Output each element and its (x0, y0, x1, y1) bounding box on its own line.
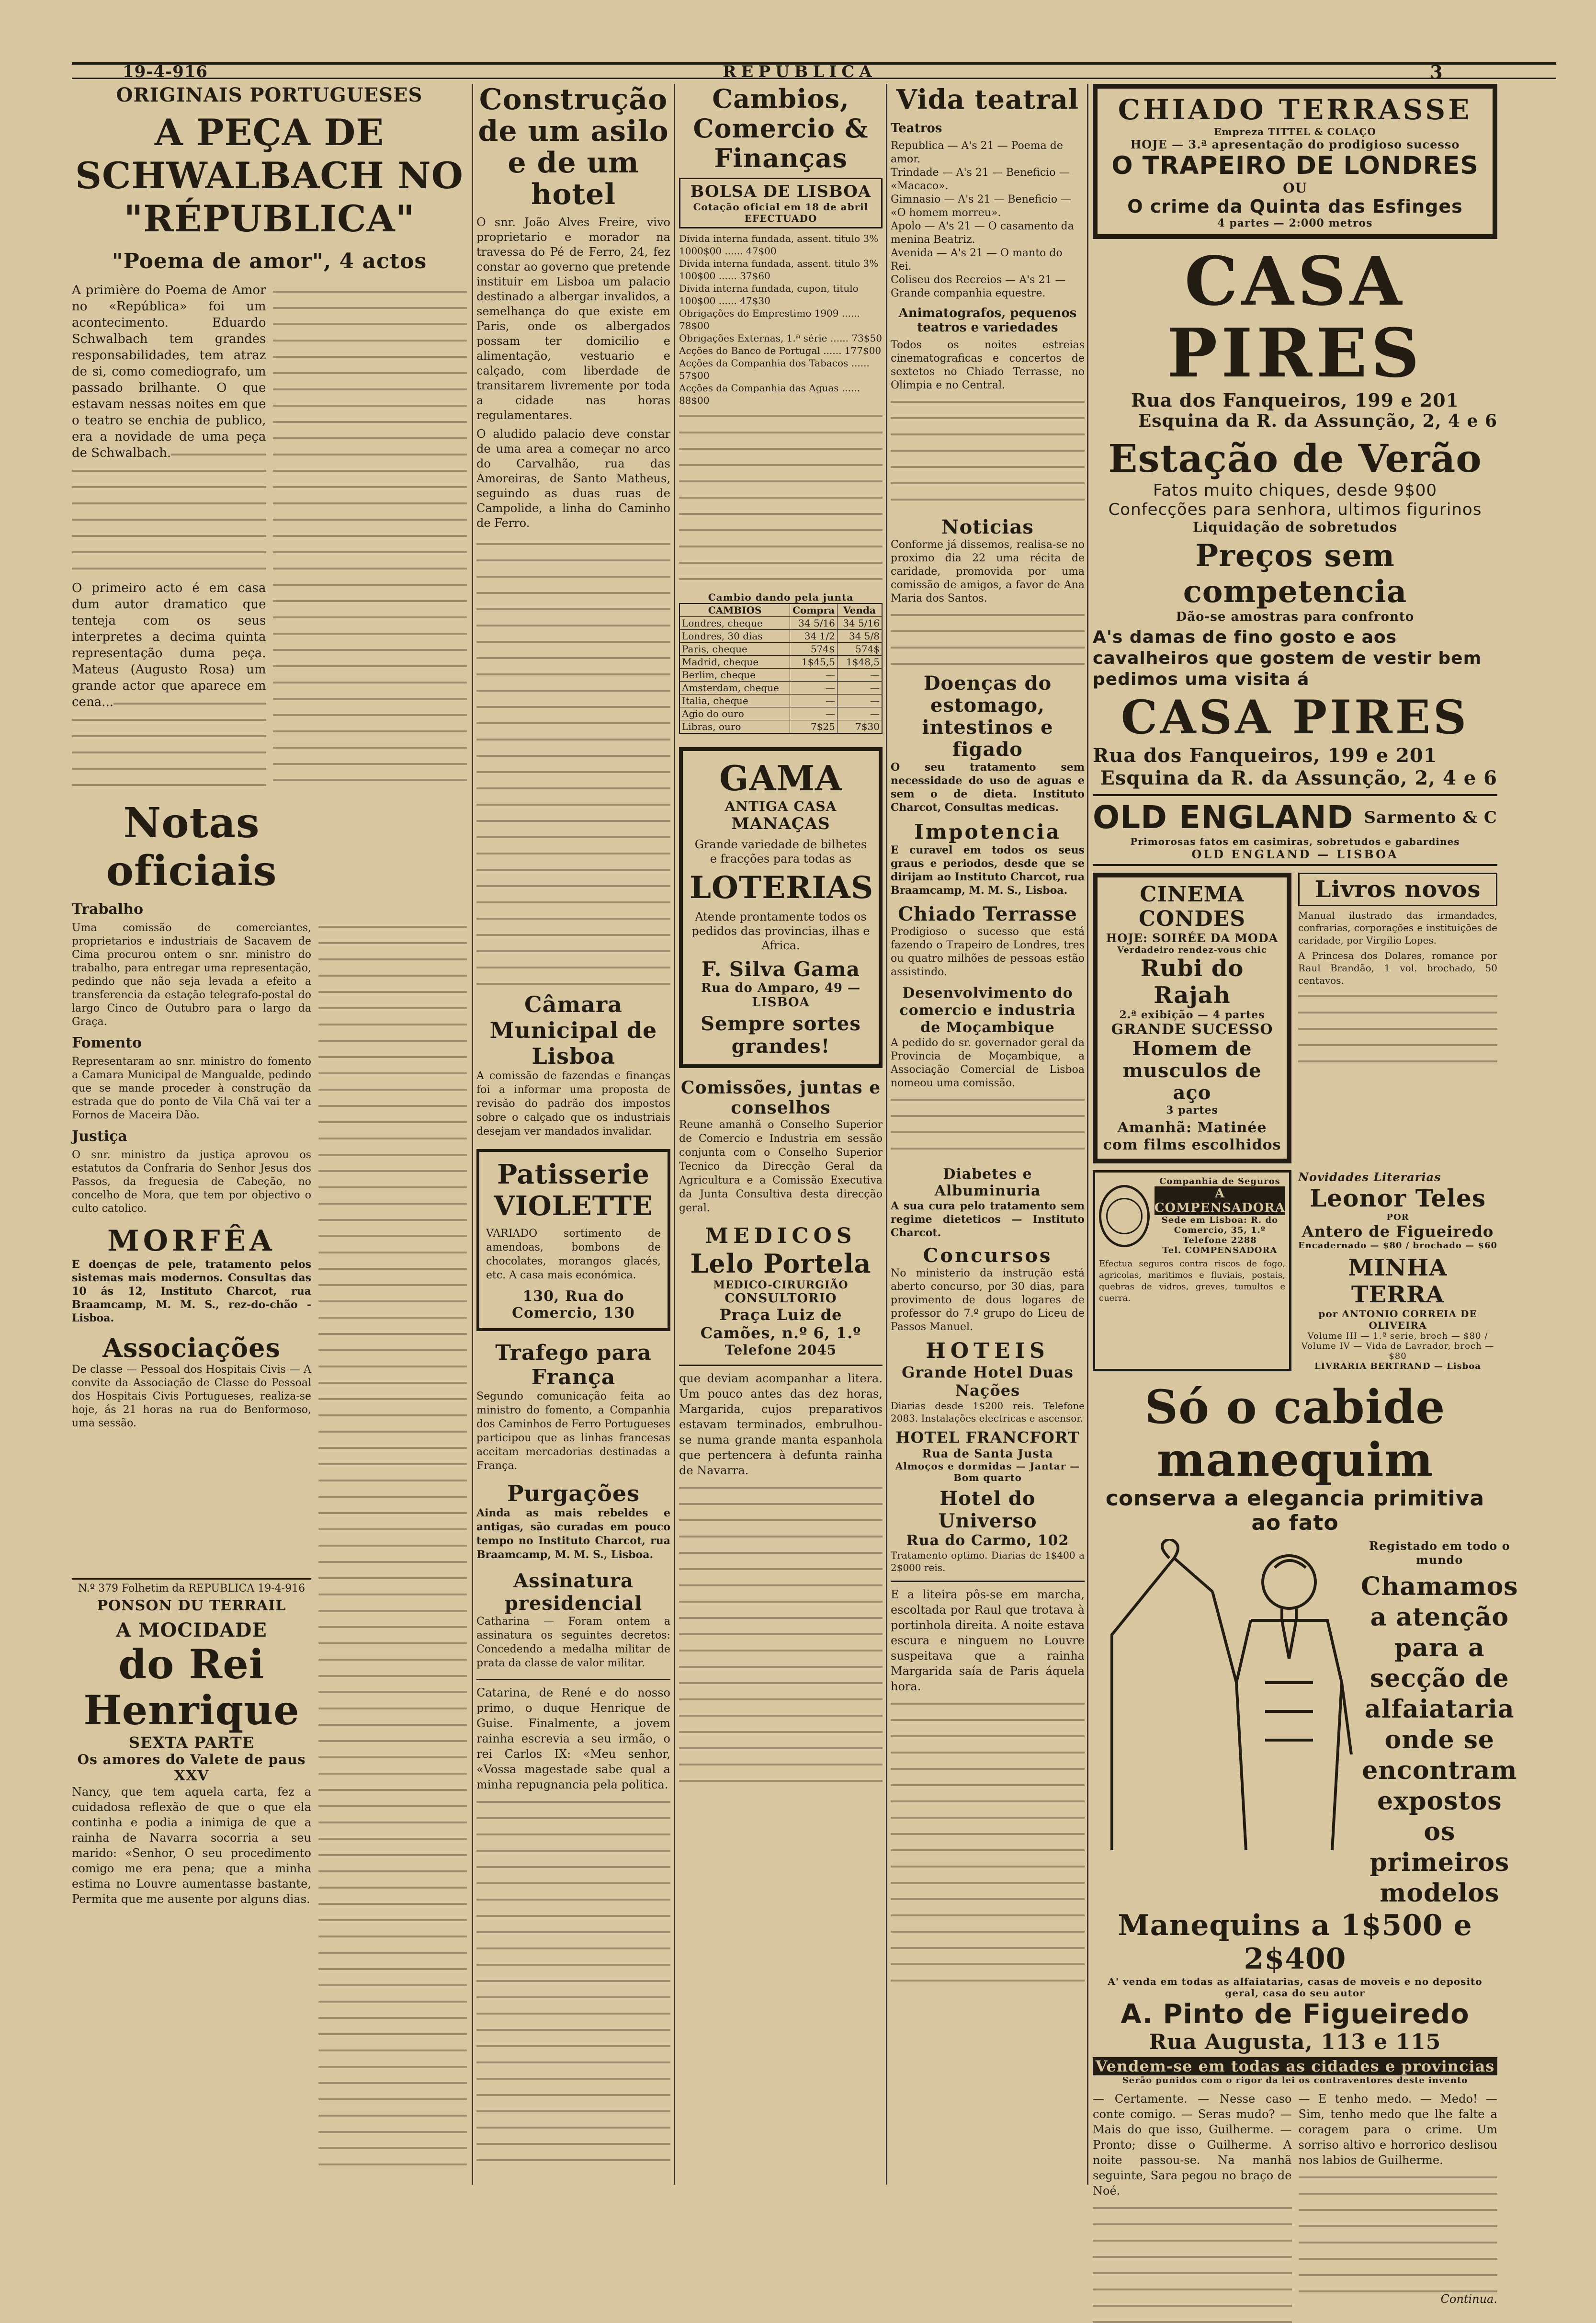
mocambique-filler (891, 1090, 1085, 1162)
cambio-label: Cambio dando pela junta (708, 592, 854, 603)
cambio-cell: 574$ (837, 643, 882, 656)
continua-label: Continua. (1440, 2292, 1497, 2306)
assoc-text: De classe — Pessoal dos Hospitais Civis — A convite da Associação de Classe do Pessoal dos Hospitais Civis Portugueses, realiza-se hoje, ás 21 horas na rua do Benformoso, uma sessão. (72, 1364, 311, 1429)
gama-name: MANAÇAS (731, 814, 830, 833)
chiado-film2: O crime da Quinta das Esfinges (1127, 196, 1463, 217)
minhaterra-volumes: Volume III — 1.ª serie, broch — $80 / Volume IV — Vida de Lavrador, broch — $80 (1301, 1331, 1494, 1361)
bolsa-list (679, 232, 883, 407)
old-england-text: Primorosas fatos em casimiras, sobretudos e gabardines (1130, 836, 1460, 847)
minhaterra-title: MINHA TERRA (1348, 1254, 1448, 1308)
pinto-address: Rua Augusta, 113 e 115 (1149, 2030, 1441, 2054)
chiado-ou: OU (1283, 180, 1307, 196)
hotel-duas-nacoes-text: Diarias desde 1$200 reis. Telefone 2083. Instalações electricas e ascensor. (891, 1400, 1085, 1424)
vendem-title: Vendem-se em todas as cidades e provincias (1093, 2057, 1497, 2075)
condes-line: Verdadeiro rendez-vous chic (1117, 945, 1267, 955)
novidades-title: Novidades Literarias (1298, 1170, 1441, 1184)
bolsa-line: Divida interna fundada, cupon, titulo 100$00 ...... 47$30 (679, 283, 859, 307)
cambio-cell: Berlim, cheque (679, 669, 790, 682)
seguros-text: Efectua seguros contra riscos de fogo, agricolas, maritimos e fluviais, postais, quebras de vidros, greves, tumultos e cuerra. (1099, 1259, 1285, 1303)
cambio-cell: 34 1/2 (790, 630, 838, 643)
diabetes-title: Diabetes e Albuminuria (934, 1166, 1041, 1199)
cabide-subtitle: conserva a elegancia primitiva ao fato (1105, 1486, 1485, 1535)
bolsa-line: Obrigações do Emprestimo 1909 ...... 78$00 (679, 307, 860, 331)
asilo-text2: O aludido palacio deve constar de uma area a começar no arco do Carvalhão, rua das Amoreiras, de Santo Matheus, seguindo as duas ruas de Campolide, a linha do Caminho de Ferro. (476, 427, 670, 530)
folhetim-sub: Os amores do Valete de paus (77, 1752, 306, 1767)
mannequin-hanger-icon (1093, 1539, 1361, 1855)
cambio-row (679, 617, 882, 630)
condes-hoje: HOJE: SOIRÉE DA MODA (1106, 931, 1279, 945)
cambio-row (679, 669, 882, 682)
pires2-address: Rua dos Fanqueiros, 199 e 201 (1093, 744, 1438, 767)
col2-folhetim: Catarina, de René e do nosso primo, o duque Henrique de Guise. Finalmente, a jovem rainha escrevia a seu irmão, o rei Carlos IX: «Meu senhor, «Vossa magestade sabe qual a minha repugnancia pela politica. (476, 1686, 670, 1791)
teatros-heading: Teatros (891, 121, 942, 136)
folhetim-chapter: XXV (174, 1767, 209, 1784)
bolsa-subtitle: Cotação oficial em 18 de abril (693, 201, 869, 213)
cambio-cell: 7$25 (790, 720, 838, 734)
minhaterra-author: por ANTONIO CORREIA DE OLIVEIRA (1318, 1308, 1477, 1331)
cambio-cell: Londres, 30 dias (679, 630, 790, 643)
condes-parts: 2.ª exibição — 4 partes (1119, 1009, 1265, 1021)
diabetes-text: A sua cura pelo tratamento sem regime dieteticos — Instituto Charcot. (891, 1200, 1085, 1239)
hotel-universo: Hotel do Universo (938, 1487, 1037, 1532)
gama-owner: F. Silva Gama (701, 957, 860, 981)
pires-precos: Preços sem competencia (1183, 538, 1407, 610)
doencas-text: O seu tratamento sem necessidade do uso de aguas e sem o de dieta. Instituto Charcot, Consultas medicas. (891, 761, 1085, 814)
pires-title: CASA PIRES (1167, 242, 1423, 393)
bolsa-line: Divida interna fundada, assent. titulo 3% 1000$00 ...... 47$00 (679, 233, 879, 257)
assoc-title: Associações (102, 1332, 281, 1363)
impotencia-text: E curavel em todos os seus graus e periodos, desde que se dirijam ao Instituto Charcot, rua Braamcamp, M. M. S., Lisboa. (891, 844, 1085, 897)
col4 (891, 84, 1085, 1981)
manequins-sub: A' venda em todas as alfaiatarias, casas de moveis e no deposito geral, casa do seu autor (1108, 1976, 1483, 1999)
bolsa-line: Divida interna fundada, assent. titulo 3% 100$00 ...... 37$60 (679, 258, 879, 282)
trabalho-heading: Trabalho (72, 901, 144, 918)
cambio-cell: 574$ (790, 643, 838, 656)
pires-verao: Estação de Verão (1108, 436, 1482, 481)
chiado-title: CHIADO TERRASSE (1118, 93, 1472, 126)
pires-confeccoes: Confecções para senhora, ultimos figurinos (1108, 500, 1482, 519)
concursos-title: Concursos (923, 1244, 1053, 1267)
article-intro: A primière do Poema de Amor no «República» foi um acontecimento. Eduardo Schwalbach tem grandes responsabilidades, tem atraz de si, como comediografo, um passado brilhante. O que estavam nessas noites em que o teatro se enchia de publico, era a novidade de uma peça de Schwalbach. (72, 282, 266, 574)
cambio-header: Venda (837, 604, 882, 617)
teatro-line: Avenida — A's 21 — O manto do Rei. (891, 247, 1063, 273)
chiado-empresa: Empreza TITTEL & COLAÇO (1214, 126, 1376, 137)
gama-slogan: Sempre sortes grandes! (701, 1013, 861, 1058)
chiado-terrasse-ad (1093, 84, 1497, 239)
cambio-cell: — (790, 682, 838, 695)
teatro-list (891, 139, 1085, 300)
old-england-title: OLD ENGLAND (1093, 799, 1354, 836)
headline-cambios: Cambios, Comercio & Finanças (693, 83, 869, 173)
col2 (476, 84, 670, 2175)
patisserie-title: Patisserie (497, 1159, 650, 1190)
teatro-line: Gimnasio — A's 21 — Beneficio — «O homem morreu». (891, 194, 1072, 219)
cambio-cell: 34 5/16 (790, 617, 838, 630)
folhetim-text: Nancy, que tem aquela carta, fez a cuidadosa reflexão de que o que ela continha e podia a inimiga de que a rainha de Navarra socorria a seu marido: «Senhor, O seu procedimento comigo me era pena; que a minha estima no Louvre aumentasse bastante, Permita que me ausente por alguns dias. (72, 1785, 311, 1906)
asilo-text: O snr. João Alves Freire, vivo proprietario e morador na travessa do Pé de Ferro, 24, fez constar ao governo que pretende instituir em Lisboa um palacio destinado a albergar invalidos, a semelhança do que existe em Paris, onde os albergados possam ter domicilio e alimentação, vestuario e calçado, com liberdade de transitarem livremente por toda a cidade nas horas regulamentares. (476, 216, 670, 422)
condes-film: Rubi do Rajah (1140, 955, 1244, 1009)
folhetim-author: PONSON DU TERRAIL (97, 1597, 286, 1614)
assinatura-title: Assinatura presidencial (504, 1570, 643, 1615)
leonor-por: POR (1386, 1212, 1409, 1222)
patisserie-name: VIOLETTE (494, 1190, 653, 1222)
chiado-hoje: HOJE — 3.ª apresentação do prodigioso sucesso (1130, 137, 1460, 151)
purgacoes-title: Purgações (507, 1480, 640, 1506)
cambio-table (679, 603, 883, 734)
gama-ad (679, 747, 883, 1068)
cambio-cell: 34 5/8 (837, 630, 882, 643)
condes-title: CINEMA CONDES (1138, 882, 1246, 931)
medico-consultorio: CONSULTORIO (724, 1291, 837, 1306)
cambio-cell: — (790, 707, 838, 720)
seguros-title: Companhia de Seguros (1159, 1176, 1280, 1186)
cambio-row (679, 682, 882, 695)
compensadora-seal-icon (1099, 1185, 1150, 1247)
cinema-condes-ad (1093, 873, 1291, 1163)
gama-address: Rua do Amparo, 49 — LISBOA (701, 981, 861, 1010)
leonor-price: Encadernado — $80 / brochado — $60 (1298, 1241, 1497, 1251)
chiado-news-title: Chiado Terrasse (898, 903, 1077, 925)
col5-folhetim-left-filler (1093, 2198, 1292, 2323)
cambio-cell: — (837, 682, 882, 695)
col3-folhetim: que deviam acompanhar a litera. Um pouco antes das dez horas, Margarida, cujos preparativos estavam terminados, embrulhou-se numa grande manta espanhola que pertencera à defunta rainha de Navarra. (679, 1372, 883, 1477)
medico-telephone: Telefone 2045 (724, 1342, 837, 1358)
impotencia-title: Impotencia (914, 820, 1061, 843)
cambio-cell: — (837, 695, 882, 707)
gama-title: GAMA (719, 758, 842, 798)
headline-asilo: Construção de um asilo e de um hotel (478, 83, 669, 211)
cambio-cell: Libras, ouro (679, 720, 790, 734)
gama-text: Grande variedade de bilhetes e fracções para todas as (694, 838, 867, 865)
asilo-filler (476, 535, 670, 985)
cambio-cell: Amsterdam, cheque (679, 682, 790, 695)
seguros-name: A COMPENSADORA (1154, 1186, 1286, 1215)
cabide-title: Só o cabide manequim (1144, 1380, 1446, 1487)
old-england-footer: OLD ENGLAND — LISBOA (1191, 847, 1399, 861)
pires-liquidacao: Liquidação de sobretudos (1192, 519, 1398, 535)
cambio-row (679, 707, 882, 720)
gama-loterias: LOTERIAS (690, 870, 874, 906)
mocambique-text: A pedido do sr. governador geral da Provincia de Moçambique, a Associação Comercial de Lisboa nomeou uma comissão. (891, 1037, 1085, 1089)
fomento-heading: Fomento (72, 1035, 142, 1051)
trabalho-text: Uma comissão de comerciantes, proprietarios e industriais de Sacavem de Cima procurou ontem o snr. ministro do trabalho, para entregar uma representação, pedindo que não seja levada a efeito a transferencia da estação telegrafo-postal do largo Cinco de Outubro para o largo da Graça. (72, 922, 311, 1028)
minhaterra-livraria: LIVRARIA BERTRAND — Lisboa (1314, 1361, 1481, 1371)
patisserie-address: 130, Rua do Comercio, 130 (512, 1288, 635, 1321)
pires-address2: Esquina da R. da Assunção, 2, 4 e 6 (1138, 411, 1497, 431)
cambio-cell: 7$30 (837, 720, 882, 734)
animat-text: Todos os noites estreias cinematograficas e concertos de sextetos no Chiado Terrasse, no Olimpia e no Central. (891, 339, 1085, 391)
col5 (1093, 84, 1518, 2323)
cabide-alfaiataria: Chamamos a atenção para a secção de alfaiataria onde se encontram expostos os primeiros modelos (1361, 1572, 1518, 1908)
bolsa-line: Obrigações Externas, 1.ª série ...... 73$50 (679, 332, 882, 344)
page-number: 3 (1430, 61, 1443, 83)
article-p2: O primeiro acto é em casa dum autor dramatico que tenteja com os seus interpretes a decima quinta representação duma peça. Mateus (Augusto Rosa) um grande actor que aparece em cena... (72, 580, 266, 791)
pires-title2: CASA PIRES (1121, 690, 1470, 744)
chiado-news-text: Prodigioso o sucesso que está fazendo o Trapeiro de Londres, tres ou quatro milhões de pessoas estão assistindo. (891, 926, 1085, 978)
chiado-film: O TRAPEIRO DE LONDRES (1111, 151, 1479, 180)
trafego-text: Segundo comunicação feita ao ministro do fomento, a Companhia dos Caminhos de Ferro Portugueses participou que as linhas francesas aceitam mercadorias destinadas a França. (476, 1390, 670, 1472)
manequim-illustration (1093, 1539, 1361, 1855)
cambio-cell: — (837, 669, 882, 682)
comissoes-title: Comissões, juntas e conselhos (680, 1078, 881, 1118)
hoteis-title: HOTEIS (926, 1339, 1050, 1363)
noticias-filler (891, 605, 1085, 668)
folhetim-part: SEXTA PARTE (128, 1733, 255, 1752)
pires-damas: A's damas de fino gosto e aos cavalheiros que gostem de vestir bem pedimos uma visita á (1093, 627, 1482, 689)
medicos-title: MEDICOS (705, 1224, 857, 1248)
cambio-row (679, 720, 882, 734)
justica-text: O snr. ministro da justiça aprovou os estatutos da Confraria do Senhor Jesus dos Passos, da freguesia de Cabeção, no concelho de Mora, que tem por objectivo o culto catolico. (72, 1149, 311, 1215)
page-date: 19-4-916 (122, 62, 208, 81)
paper-name: REPUBLICA (723, 62, 877, 81)
assinatura-text: Catharina — Foram ontem a assinatura os seguintes decretos: Concedendo a medalha militar de prata da classe de valor militar. (476, 1616, 670, 1669)
condes-matinee: Amanhã: Matinée com films escolhidos (1103, 1119, 1281, 1153)
patisserie-ad (476, 1149, 670, 1331)
livros-text: Manual ilustrado das irmandades, confrarias, corporações e instituições de caridade, por Virgilio Lopes. (1298, 910, 1497, 946)
patisserie-text: VARIADO sortimento de amendoas, bombons de chocolates, morangos glacés, etc. A casa mais económica. (486, 1228, 661, 1281)
noticias-text: Conforme já dissemos, realisa-se no proximo dia 22 uma récita de caridade, promovida por uma comissão de amigos, a favor de Ana Maria dos Santos. (891, 539, 1085, 604)
vendem-sub: Serão punidos com o rigor da lei os contraventores deste invento (1122, 2075, 1468, 2085)
livros-filler (1298, 987, 1497, 1068)
cambio-cell: 1$45,5 (790, 656, 838, 669)
teatro-line: Trindade — A's 21 — Beneficio — «Macaco». (891, 167, 1070, 192)
headline-vida-teatral: Vida teatral (896, 84, 1079, 115)
cambio-cell: 1$48,5 (837, 656, 882, 669)
bolsa-efectuado: EFECTUADO (744, 213, 817, 224)
purgacoes-text: Ainda as mais rebeldes e antigas, são curadas em pouco tempo no Instituto Charcot, rua Braamcamp, M. M. S., Lisboa. (476, 1507, 670, 1561)
headline-schwalbach: A PEÇA DE SCHWALBACH NO "RÉPUBLICA" (75, 111, 464, 240)
hotel-duas-nacoes: Grande Hotel Duas Nações (902, 1363, 1074, 1400)
bolsa-filler (679, 407, 883, 589)
mocambique-title: Desenvolvimento do comercio e industria de Moçambique (899, 985, 1076, 1036)
hotel-universo-text: Tratamento optimo. Diarias de 1$400 a 2$000 reis. (891, 1549, 1085, 1573)
cambio-cell: Madrid, cheque (679, 656, 790, 669)
gama-text2: Atende prontamente todos os pedidos das provincias, ilhas e Africa. (691, 910, 870, 952)
col5-folhetim-right-filler (1299, 2168, 1498, 2292)
condes-sucesso: GRANDE SUCESSO (1111, 1021, 1273, 1038)
bolsa-line: Acções do Banco de Portugal ...... 177$00 (679, 345, 882, 356)
cabide-ad (1093, 1380, 1518, 2085)
cambio-header: CAMBIOS (679, 604, 790, 617)
cambio-cell: 34 5/16 (837, 617, 882, 630)
fomento-text: Representaram ao snr. ministro do fomento a Camara Municipal de Mangualde, pedindo que se mande proceder à construção da estrada que do ponto de Vila Chã vai ter a Fornos de Maceira Dão. (72, 1056, 311, 1121)
cambio-cell: — (790, 695, 838, 707)
camara-text: A comissão de fazendas e finanças foi a informar uma proposta de revisão do padrão dos impostos sobre o calçado que os industriais desejam ver mandados invalidar. (476, 1070, 670, 1138)
cambio-cell: — (837, 707, 882, 720)
cambio-cell: Agio do ouro (679, 707, 790, 720)
noticias-title: Noticias (941, 516, 1034, 538)
justica-heading: Justiça (72, 1128, 127, 1145)
folhetim-title: do Rei Henrique (83, 1640, 300, 1734)
notas-title: Notas oficiais (106, 799, 277, 895)
seguros-tel: Telefone 2288 (1183, 1235, 1257, 1245)
hotel-francfort-text: Almoços e dormidas — Jantar — Bom quarto (895, 1460, 1080, 1483)
col4-folhetim: E a liteira pôs-se em marcha, escoltada por Raul que trotava à portinhola direita. A noite estava escura e ninguem no Louvre suspeitava que a rainha Margarida saía de Paris áquela hora. (891, 1588, 1085, 1693)
cambio-cell: — (790, 669, 838, 682)
cambio-row (679, 630, 882, 643)
teatro-line: Republica — A's 21 — Poema de amor. (891, 140, 1063, 165)
livros-text2: A Princesa dos Dolares, romance por Raul Brandão, 1 vol. brochado, 50 centavos. (1298, 950, 1497, 986)
pires-amostras: Dão-se amostras para confronto (1176, 610, 1415, 624)
cambio-header: Compra (790, 604, 838, 617)
pires2-address2: Esquina da R. da Assunção, 2, 4 e 6 (1100, 767, 1497, 789)
gama-sub: ANTIGA CASA (724, 798, 837, 814)
kicker-originais: ORIGINAIS PORTUGUESES (116, 84, 423, 106)
cabide-registado: Registado em todo o mundo (1369, 1539, 1510, 1567)
col1 (72, 84, 467, 2182)
cambio-row (679, 695, 882, 707)
cambio-row (679, 656, 882, 669)
subhead-poema: "Poema de amor", 4 actos (112, 249, 427, 273)
hotel-universo-address: Rua do Carmo, 102 (906, 1532, 1069, 1549)
hotel-francfort: HOTEL FRANCFORT (895, 1428, 1080, 1446)
col5-folhetim-left: — Certamente. — Nesse caso conte comigo. — Seras mudo? — Mais do que isso, Guilherme. — Pronto; disse o Guilherme. A noite passou-se. Na manhã seguinte, Sara pegou no braço de Noé. (1093, 2092, 1292, 2198)
folhetim-number: N.º 379 Folhetim da REPUBLICA 19-4-916 (78, 1583, 306, 1594)
animat-filler (891, 392, 1085, 512)
concursos-text: No ministerio da instrução está aberto concurso, por 30 dias, para provimento de dous logares de professor do 7.º grupo do Liceu de Passos Manuel. (891, 1267, 1085, 1333)
medico-address: Praça Luiz de Camões, n.º 6, 1.º (700, 1306, 861, 1342)
pinto-name: A. Pinto de Figueiredo (1121, 1999, 1470, 2030)
col3 (679, 84, 883, 1794)
leonor-author: Antero de Figueiredo (1302, 1222, 1494, 1241)
bolsa-line: Acções da Companhia dos Tabacos ...... 57$00 (679, 357, 870, 381)
medico-specialty: MEDICO-CIRURGIÃO (713, 1279, 849, 1291)
trafego-title: Trafego para França (495, 1341, 652, 1389)
folhetim-kicker: A MOCIDADE (116, 1619, 267, 1641)
pires-address: Rua dos Fanqueiros, 199 e 201 (1131, 389, 1460, 411)
col2-folhetim-filler (476, 1792, 670, 2175)
morfea-text: E doenças de pele, tratamento pelos sistemas mais modernos. Consultas das 10 ás 12, Instituto Charcot, rua Braamcamp, M. M. S., rez-do-chão - Lisboa. (72, 1258, 311, 1324)
col3-folhetim-filler (679, 1478, 883, 1794)
teatro-line: Apolo — A's 21 — O casamento da menina Beatriz. (891, 220, 1074, 246)
col5-folhetim-right: — E tenho medo. — Medo! — Sim, tenho medo que lhe falte a coragem para o crime. Um sorriso altivo e horrorico deslisou nos labios de Guilherme. (1298, 2092, 1497, 2167)
doencas-title: Doenças do estomago, intestinos e figado (922, 672, 1053, 761)
morfea-title: MORFÊA (107, 1224, 276, 1258)
livros-title: Livros novos (1314, 876, 1481, 903)
leonor-title: Leonor Teles (1309, 1184, 1486, 1212)
cambio-cell: Paris, cheque (679, 643, 790, 656)
cambio-row (679, 643, 882, 656)
casa-pires-ad (1093, 242, 1497, 789)
pires-fatos: Fatos muito chiques, desde 9$00 (1153, 481, 1438, 500)
bolsa-title: BOLSA DE LISBOA (690, 182, 872, 201)
animat-title: Animatografos, pequenos teatros e variedades (898, 306, 1077, 335)
camara-title: Câmara Municipal de Lisboa (489, 991, 657, 1069)
cambio-cell: Londres, cheque (679, 617, 790, 630)
old-england-ad (1093, 794, 1497, 866)
bolsa-line: Acções da Companhia das Aguas ...... 88$00 (679, 382, 860, 406)
manequins-price: Manequins a 1$500 e 2$400 (1118, 1909, 1472, 1976)
medico-name: Lelo Portela (690, 1248, 872, 1279)
condes-film2: Homem de musculos de aço (1122, 1037, 1262, 1104)
seguros-sede: Sede em Lisboa: R. do Comercio, 35, 1.º (1161, 1215, 1279, 1235)
article-col-b (273, 282, 467, 791)
seguros-tel2: Tel. COMPENSADORA (1162, 1245, 1278, 1255)
teatro-line: Coliseu dos Recreios — A's 21 — Grande companhia equestre. (891, 274, 1066, 299)
seguros-ad (1093, 1170, 1291, 1371)
comissoes-text: Reune amanhã o Conselho Superior de Comercio e Industria em sessão conjunta com o Conselho Superior Tecnico da Direcção Geral da Agricultura e a Comissão Executiva da Junta Consultiva desta direcção geral. (679, 1119, 883, 1214)
old-england-owner: Sarmento & C (1364, 808, 1497, 827)
col1-sub2-lower (318, 917, 467, 2172)
cambio-cell: Italia, cheque (679, 695, 790, 707)
chiado-parts: 4 partes — 2:000 metros (1217, 217, 1373, 229)
col4-folhetim-filler (891, 1694, 1085, 1981)
condes-parts2: 3 partes (1166, 1104, 1218, 1116)
hotel-francfort-address: Rua de Santa Justa (922, 1446, 1053, 1460)
